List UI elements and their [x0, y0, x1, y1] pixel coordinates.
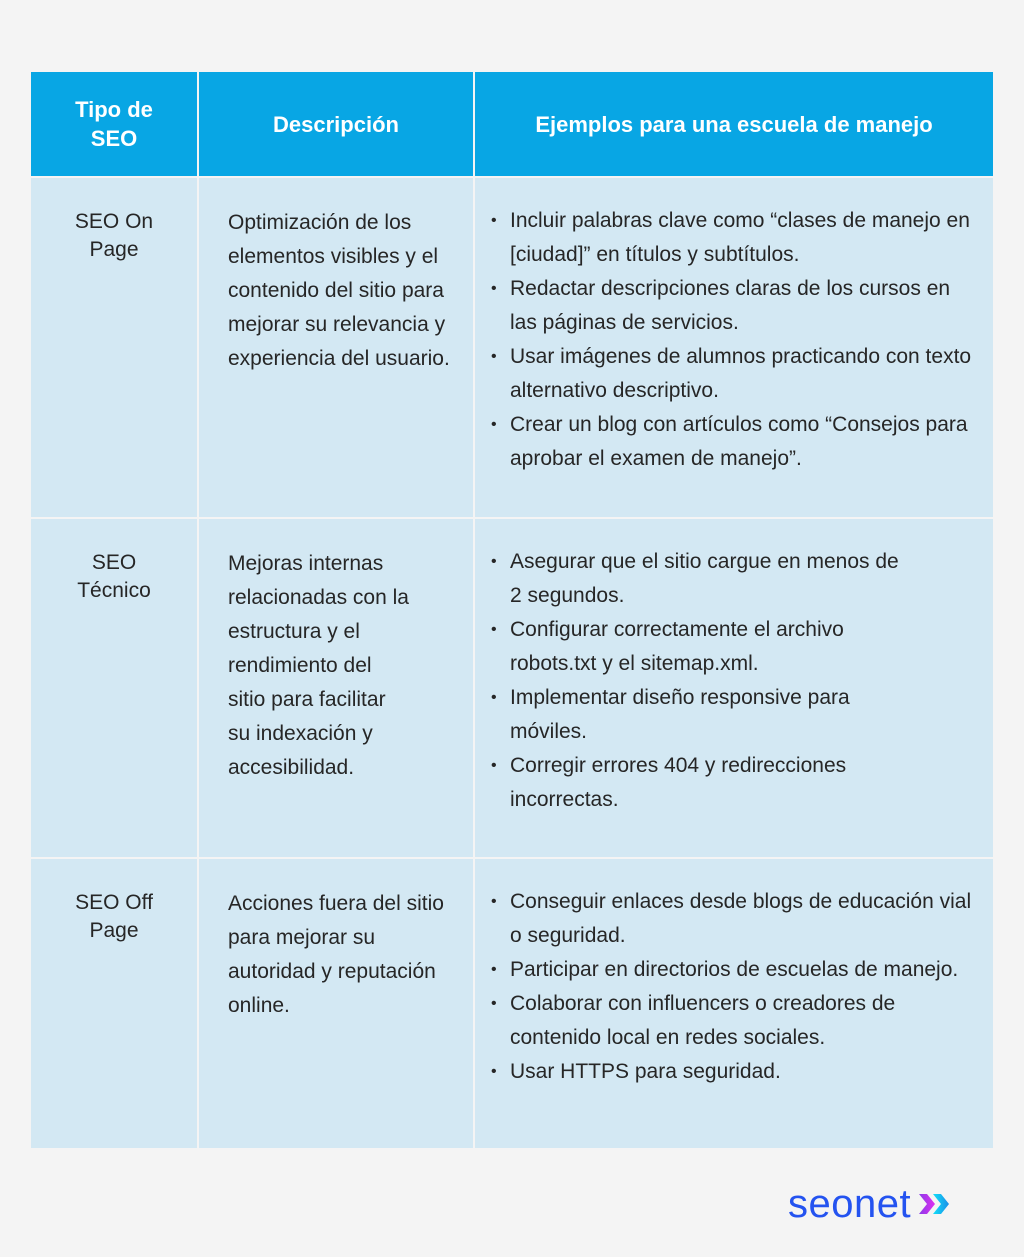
- example-item: [491, 681, 911, 749]
- header-cell-description: [199, 72, 473, 176]
- description-cell: Acciones fuera del sitio para mejorar su autoridad y reputación online.: [199, 859, 473, 1148]
- table-header-row: [31, 72, 993, 176]
- example-item: [491, 1055, 973, 1089]
- example-item: [491, 749, 911, 817]
- seo-types-table: [31, 72, 993, 1150]
- example-text: Asegurar que el sitio cargue en menos de 2 segundos.: [510, 550, 899, 607]
- bullet-icon: •: [491, 553, 497, 570]
- type-cell: [31, 859, 197, 1148]
- example-text: Incluir palabras clave como “clases de manejo en [ciudad]” en títulos y subtítulos.: [510, 209, 970, 266]
- examples-cell: [475, 519, 993, 857]
- bullet-icon: •: [491, 416, 497, 433]
- header-description-label: Descripción: [273, 111, 399, 137]
- type-label: SEO On Page: [74, 210, 154, 261]
- example-item: [491, 545, 911, 613]
- example-text: Usar imágenes de alumnos practicando con texto alternativo descriptivo.: [510, 345, 972, 402]
- bullet-icon: •: [491, 621, 497, 638]
- examples-list: [491, 545, 911, 817]
- example-item: [491, 204, 973, 272]
- bullet-icon: •: [491, 995, 497, 1012]
- type-cell: [31, 178, 197, 517]
- description-cell: Mejoras internas relacionadas con la estructura y el rendimiento del sitio para facilitar su indexación y accesibilidad.: [199, 519, 473, 857]
- examples-list: [491, 204, 973, 476]
- examples-list: [491, 885, 973, 1089]
- example-text: Redactar descripciones claras de los cursos en las páginas de servicios.: [510, 277, 951, 334]
- header-type-label: Tipo de SEO: [75, 97, 153, 151]
- bullet-icon: •: [491, 757, 497, 774]
- bullet-icon: •: [491, 961, 497, 978]
- table-row: [31, 519, 993, 857]
- example-item: [491, 885, 973, 953]
- bullet-icon: •: [491, 280, 497, 297]
- seonet-logo: [788, 1182, 953, 1226]
- example-text: Implementar diseño responsive para móviles.: [510, 686, 850, 743]
- table-row: [31, 178, 993, 517]
- header-cell-examples: [475, 72, 993, 176]
- table-row: [31, 859, 993, 1148]
- type-label: SEO Off Page: [75, 891, 153, 942]
- bullet-icon: •: [491, 1063, 497, 1080]
- header-cell-type: [31, 72, 197, 176]
- examples-cell: [475, 178, 993, 517]
- example-text: Conseguir enlaces desde blogs de educación vial o seguridad.: [510, 890, 972, 947]
- bullet-icon: •: [491, 689, 497, 706]
- brand-name: seonet: [788, 1182, 912, 1226]
- description-cell: Optimización de los elementos visibles y el contenido del sitio para mejorar su relevancia y experiencia del usuario.: [199, 178, 473, 517]
- example-text: Configurar correctamente el archivo robots.txt y el sitemap.xml.: [510, 618, 844, 675]
- example-item: [491, 408, 973, 476]
- example-item: [491, 953, 973, 987]
- example-text: Participar en directorios de escuelas de manejo.: [510, 958, 959, 981]
- header-examples-label: Ejemplos para una escuela de manejo: [535, 111, 933, 137]
- example-text: Corregir errores 404 y redirecciones incorrectas.: [510, 754, 847, 811]
- example-item: [491, 272, 973, 340]
- bullet-icon: •: [491, 212, 497, 229]
- type-cell: [31, 519, 197, 857]
- example-item: [491, 613, 911, 681]
- examples-cell: [475, 859, 993, 1148]
- bullet-icon: •: [491, 893, 497, 910]
- bullet-icon: •: [491, 348, 497, 365]
- example-item: [491, 987, 973, 1055]
- double-chevron-icon: [917, 1191, 953, 1217]
- example-text: Crear un blog con artículos como “Consejos para aprobar el examen de manejo”.: [510, 413, 968, 470]
- example-text: Colaborar con influencers o creadores de contenido local en redes sociales.: [510, 992, 896, 1049]
- example-item: [491, 340, 973, 408]
- type-label: SEO Técnico: [77, 551, 151, 602]
- example-text: Usar HTTPS para seguridad.: [510, 1060, 781, 1083]
